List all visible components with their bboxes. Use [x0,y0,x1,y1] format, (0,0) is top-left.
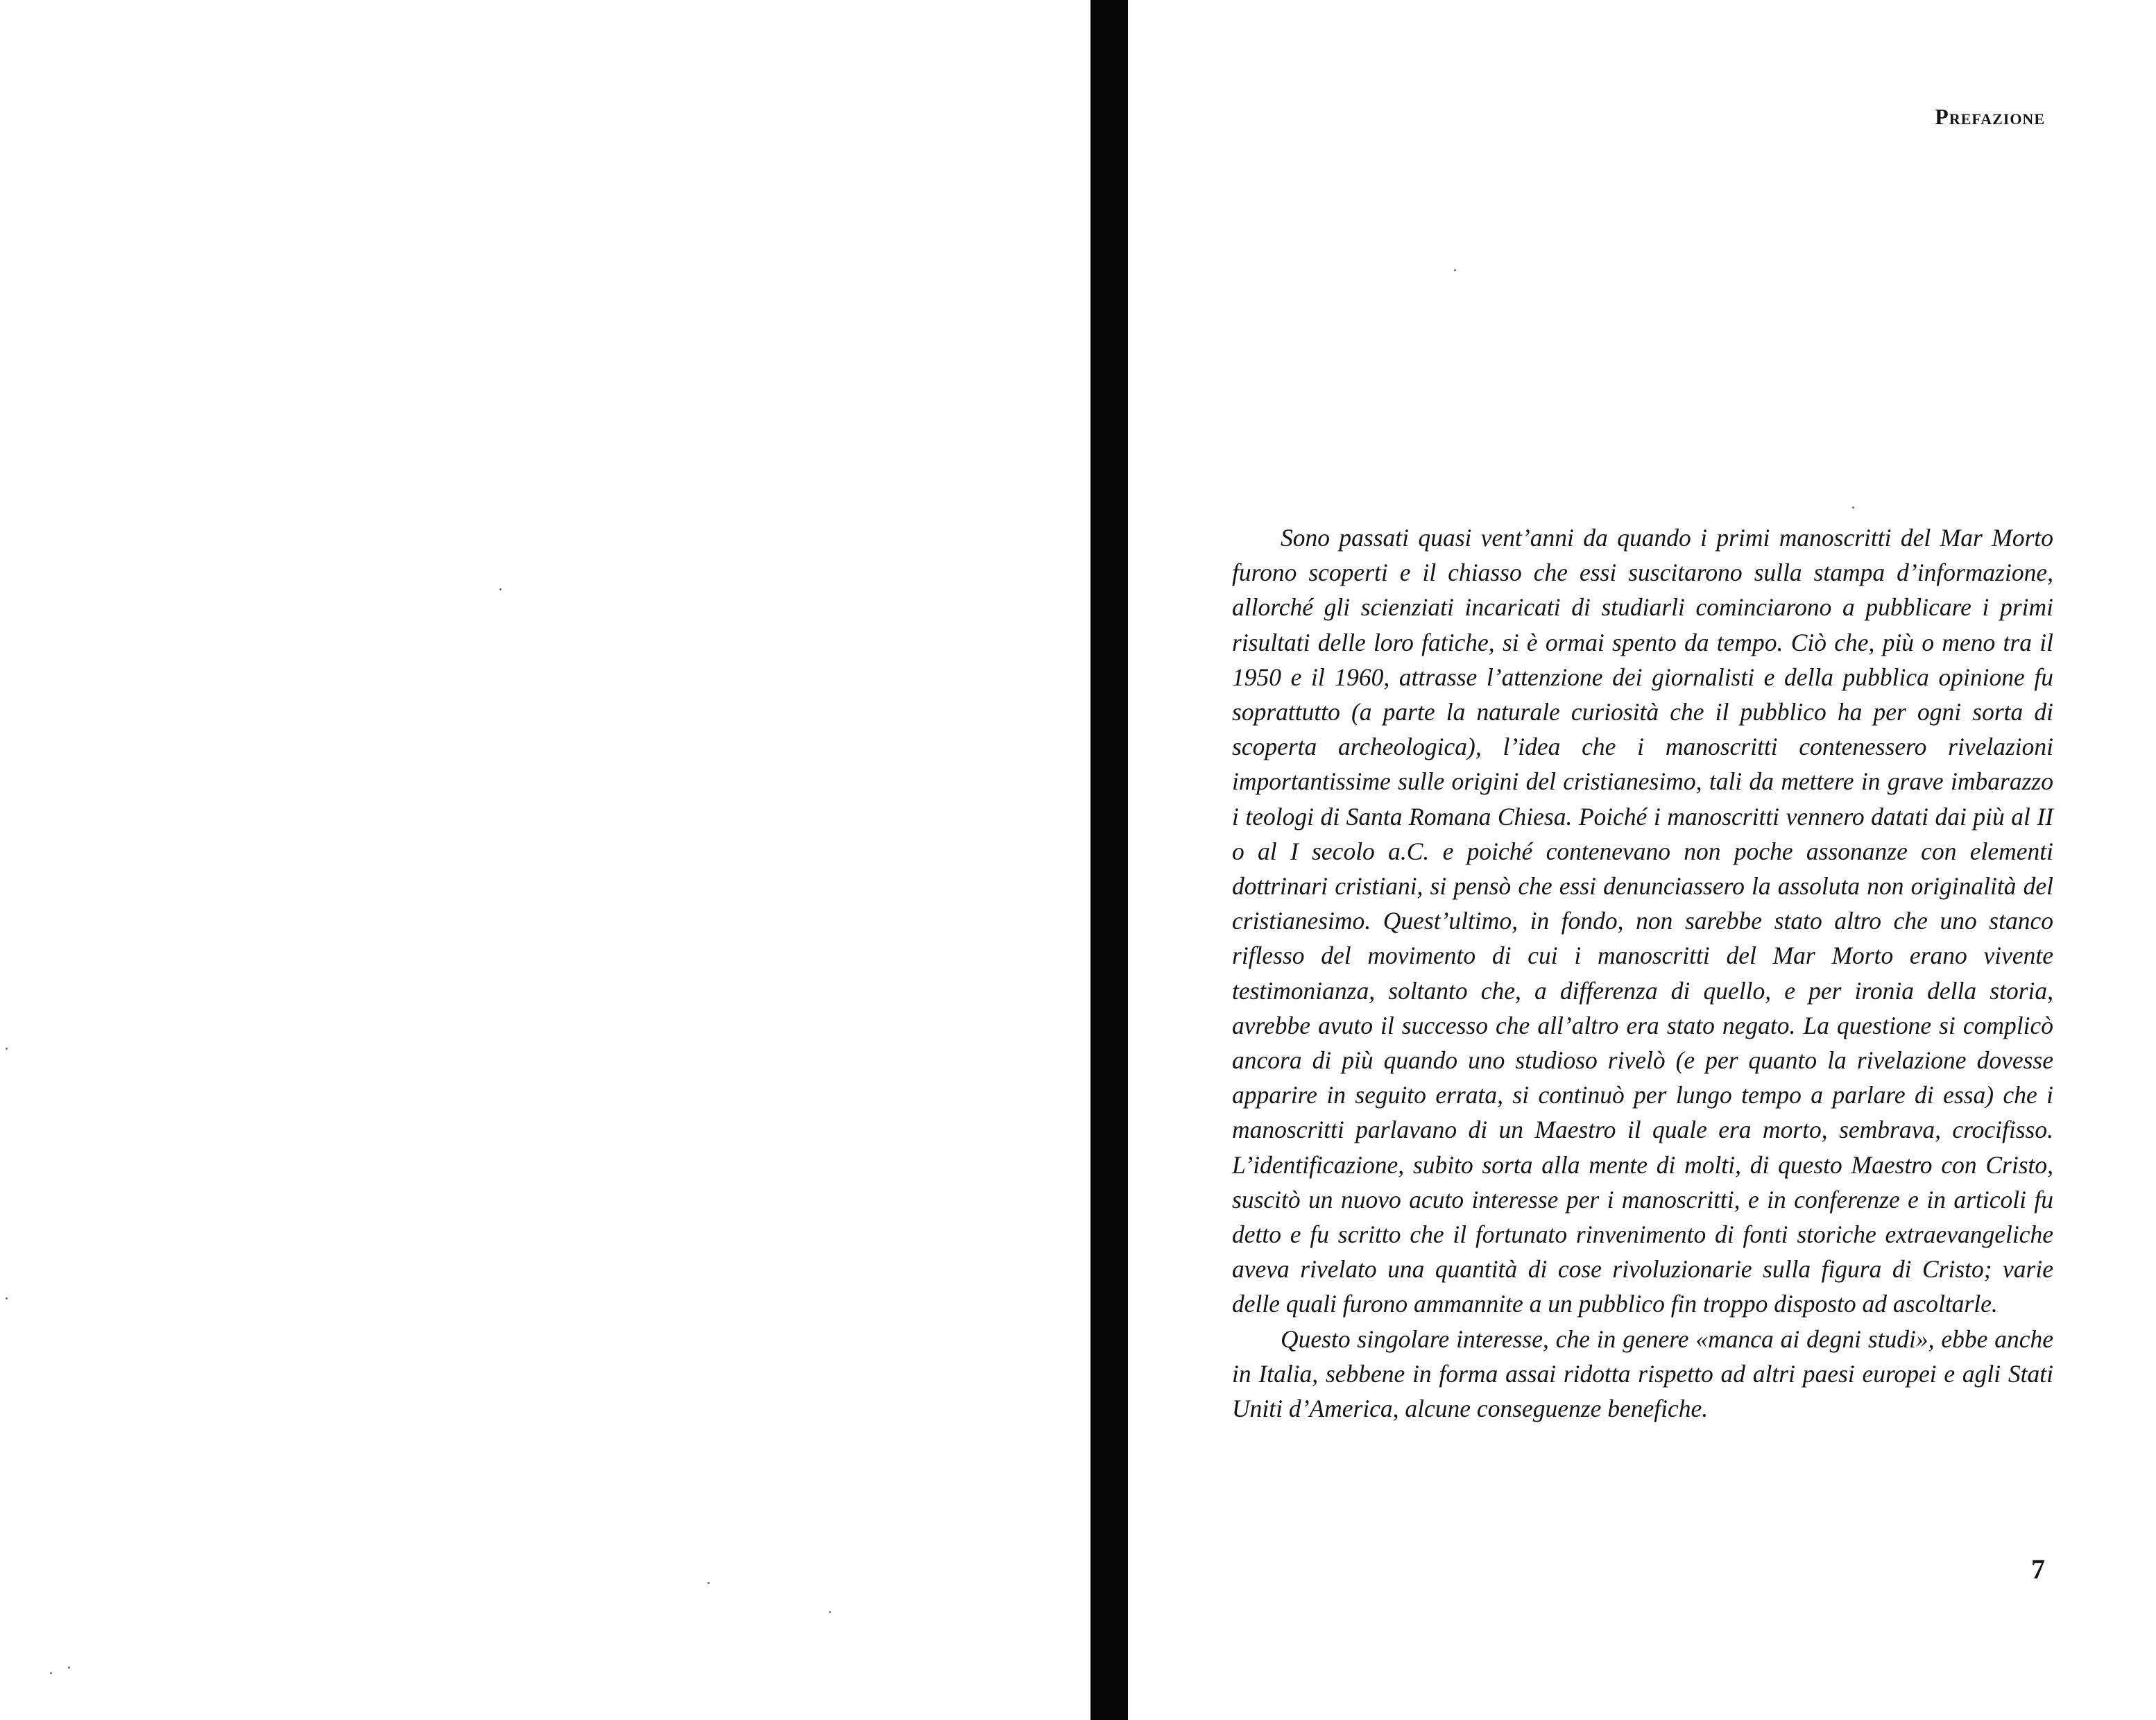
paper-speck [1852,506,1854,509]
paper-speck [6,1048,8,1050]
paper-speck [499,588,502,590]
paper-speck [68,1667,70,1669]
paragraph: Questo singolare interesse, che in genere «manca ai degni studi», ebbe anche in Italia, sebbene in forma assai ridotta rispetto ad altri paesi europei e agli Stati Uniti d’America, alcune conseguenze benefiche. [1232,1325,2053,1423]
paper-speck [50,1672,52,1674]
page-number: 7 [2031,1553,2045,1585]
running-head: Prefazione [1935,104,2045,129]
right-text-page [1128,0,2156,1720]
paper-speck [708,1582,710,1584]
paper-speck [6,1297,8,1300]
paper-speck [829,1611,831,1613]
paper-speck [1454,269,1456,271]
paragraph: Sono passati quasi vent’anni da quando i primi manoscritti del Mar Morto furono scoperti e il chiasso che essi suscitarono sulla stampa d’informazione, allorché gli scienziati incaricati di studiarli cominciarono a pubblicare i primi risultati delle loro fatiche, si è ormai spento da tempo. Ciò che, più o meno tra il 1950 e il 1960, attrasse l’attenzione dei giornalisti e della pubblica opinione fu soprattutto (a parte la naturale curiosità che il pubblico ha per ogni sorta di scoperta archeologica), l’idea che i manoscritti contenessero rivelazioni importantissime sulle origini del cristianesimo, tali da mettere in grave imbarazzo i teologi di Santa Romana Chiesa. Poiché i manoscritti vennero datati dai più al II o al I secolo a.C. e poiché contenevano non poche assonanze con elementi dottrinari cristiani, si pensò che essi denunciassero la assoluta non originalità del cristianesimo. Quest’ultimo, in fondo, non sarebbe stato altro che uno stanco riflesso del movimento di cui i manoscritti del Mar Morto erano vivente testimonianza, soltanto che, a differenza di quello, e per ironia della storia, avrebbe avuto il successo che all’altro era stato negato. La questione si complicò ancora di più quando uno studioso rivelò (e per quanto la rivelazione dovesse apparire in seguito errata, si continuò per lungo tempo a parlare di essa) che i manoscritti parlavano di un Maestro il quale era morto, sembrava, crocifisso. L’identificazione, subito sorta alla mente di molti, di questo Maestro con Cristo, suscitò un nuovo acuto interesse per i manoscritti, e in conferenze e in articoli fu detto e fu scritto che il fortunato rinvenimento di fonti storiche extraevangeliche aveva rivelato una quantità di cose rivoluzionarie sulla figura di Cristo; varie delle quali furono ammannite a un pubblico fin troppo disposto ad ascoltarle. [1232,524,2053,1318]
body-text [1232,520,2053,1426]
book-binding-shadow [1090,0,1128,1720]
